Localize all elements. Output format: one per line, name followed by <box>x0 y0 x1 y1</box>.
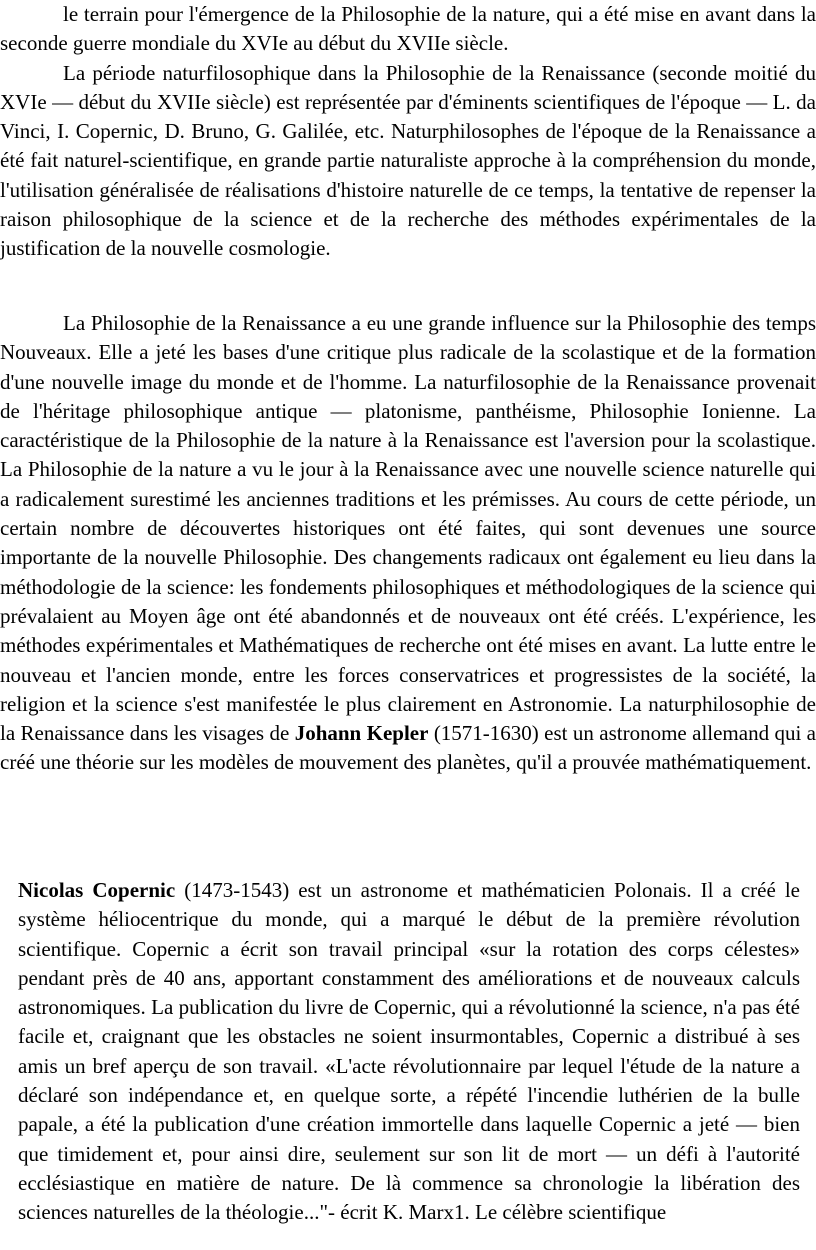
section-copernic <box>18 876 800 1228</box>
paragraph-copernic <box>18 876 800 1228</box>
section-top <box>0 0 816 264</box>
paragraph-kepler-text: (1571-1630) est un astronome allemand qui a créé une théorie sur les modèles de mouvement des planètes, qu'il a prouvée mathématiquement. <box>0 721 816 775</box>
paragraph-continuation: le terrain pour l'émergence de la Philosophie de la nature, qui a été mise en avant dans la seconde guerre mondiale du XVIe au début du XVIIe siècle. <box>0 2 816 56</box>
paragraph-renaissance-text: La Philosophie de la Renaissance a eu une grande influence sur la Philosophie des temps Nouveaux. Elle a jeté les bases d'une critique plus radicale de la scolastique et de la formation d'une nouvelle image du monde et de l'homme. La naturfilosophie de la Renaissance provenait de l'héritage philosophique antique — platonisme, panthéisme, Philosophie Ionienne. La caractéristique de la Philosophie de la nature à la Renaissance est l'aversion pour la scolastique. La Philosophie de la nature a vu le jour à la Renaissance avec une nouvelle science naturelle qui a radicalement surestimé les anciennes traditions et les prémisses. Au cours de cette période, un certain nombre de découvertes historiques ont été faites, qui sont devenues une source importante de la nouvelle Philosophie. Des changements radicaux ont également eu lieu dans la méthodologie de la science: les fondements philosophiques et méthodologiques de la science qui prévalaient au Moyen âge ont été abandonnés et de nouveaux ont été créés. L'expérience, les méthodes expérimentales et Mathématiques de recherche ont été mises en avant. La lutte entre le nouveau et l'ancien monde, entre les forces conservatrices et progressistes de la société, la religion et la science s'est manifestée le plus clairement en Astronomie. La naturphilosophie de la Renaissance dans les visages de <box>0 311 816 746</box>
paragraph-naturfilosophie-period: La période naturfilosophique dans la Philosophie de la Renaissance (seconde moitié du XVIe — début du XVIIe siècle) est représentée par d'éminents scientifiques de l'époque — L. da Vinci, I. Copernic, D. Bruno, G. Galilée, etc. Naturphilosophes de l'époque de la Renaissance a été fait naturel-scientifique, en grande partie naturaliste approche à la compréhension du monde, l'utilisation généralisée de réalisations d'histoire naturelle de ce temps, la tentative de repenser la raison philosophique de la science et de la recherche des méthodes expérimentales de la justification de la nouvelle cosmologie. <box>0 60 816 261</box>
name-nicolas-copernic: Nicolas Copernic <box>18 878 176 902</box>
name-johann-kepler: Johann Kepler <box>294 721 429 746</box>
paragraph-copernic-text: (1473-1543) est un astronome et mathématicien Polonais. Il a créé le système héliocentrique du monde, qui a marqué le début de la première révolution scientifique. Copernic a écrit son travail principal «sur la rotation des corps célestes» pendant près de 40 ans, apportant constamment des améliorations et de nouveaux calculs astronomiques. La publication du livre de Copernic, qui a révolutionné la science, n'a pas été facile et, craignant que les obstacles ne soient insurmontables, Copernic a distribué à ses amis un bref aperçu de son travail. «L'acte révolutionnaire par lequel l'étude de la nature a déclaré son indépendance et, en quelque sorte, a répété l'incendie luthérien de la bulle papale, a été la publication d'une création immortelle dans laquelle Copernic a jeté — bien que timidement et, pour ainsi dire, seulement sur son lit de mort — un défi à l'autorité ecclésiastique en matière de nature. De là commence sa chronologie la libération des sciences naturelles de la théologie..."- écrit K. Marx1. Le célèbre scientifique <box>18 878 800 1225</box>
section-renaissance-influence <box>0 309 816 778</box>
paragraph-renaissance-influence <box>0 309 816 778</box>
